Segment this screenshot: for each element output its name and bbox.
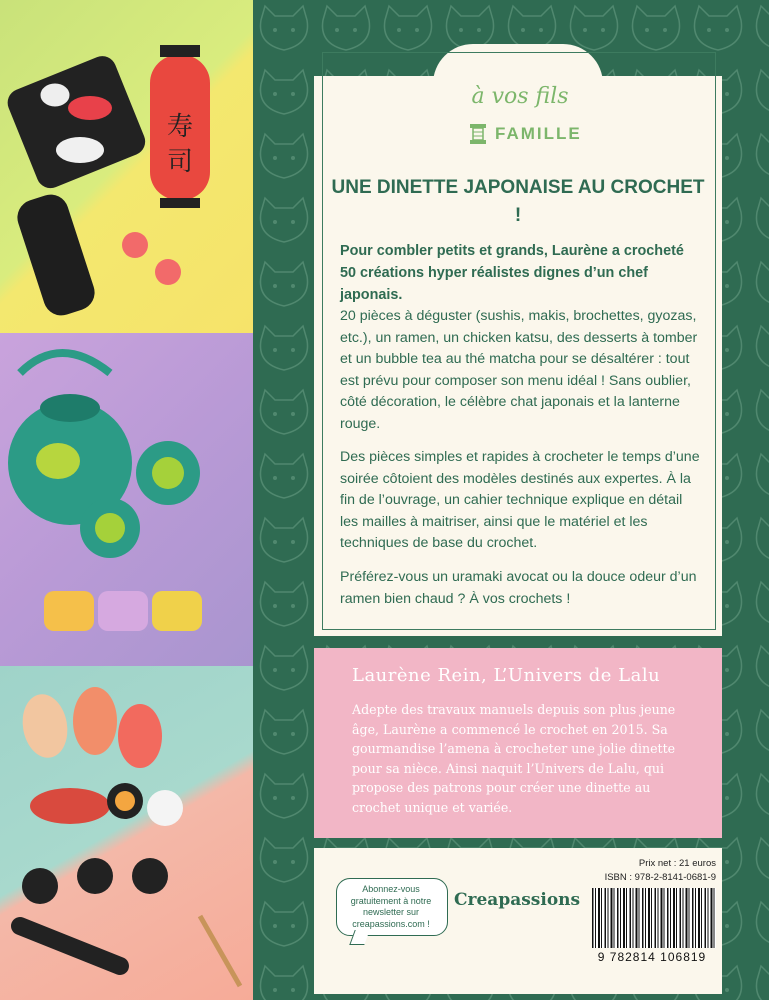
teapot-illustration — [0, 333, 253, 666]
spool-icon — [467, 122, 489, 146]
author-bio: Adepte des travaux manuels depuis son plus jeune âge, Laurène a commencé le crochet en 2015. Sa gourmandise l’amena à crocheter une jolie dinette pour sa nièce. Ainsi naquit l’Univers de Lalu, qui propose des patrons pour créer une dinette au crochet unique et variée. — [352, 702, 676, 815]
paragraph-1: 20 pièces à déguster (sushis, makis, brochettes, gyozas, etc.), un ramen, un chicken katsu, des desserts à tomber et un bubble tea au thé matcha pour se désaltérer : tout est prévu pour composer son menu idéal ! Sans oublier, côté décoration, le célèbre chat japonais et la lanterne rouge. — [340, 308, 698, 432]
logo-a: à — [471, 84, 485, 109]
barcode-number: 9 782814 106819 — [597, 950, 707, 964]
svg-text:寿: 寿 — [166, 112, 194, 142]
newsletter-text: Abonnez-vous gratuitement à notre newsletter sur creapassions.com ! — [350, 884, 432, 929]
paragraph-2: Des pièces simples et rapides à crocheter le temps d’une soirée côtoient des modèles destinés aux expertes. À la fin de l’ouvrage, un cahier technique explique en détail les mailles à maitriser, ainsi que le matériel et les techniques de base du crochet. — [340, 449, 700, 551]
logo-famille: FAMILLE — [495, 124, 582, 143]
paragraph-3: Préférez-vous un uramaki avocat ou la douce odeur d’un ramen bien chaud ? À vos crochets ! — [340, 569, 697, 607]
photo-sushi-platter — [0, 666, 253, 1000]
isbn: ISBN : 978-2-8141-0681-9 — [604, 872, 716, 883]
svg-text:司: 司 — [166, 147, 194, 177]
publisher-logo: Creapassions — [454, 890, 581, 910]
barcode — [592, 888, 716, 948]
price: Prix net : 21 euros — [638, 858, 716, 869]
author-title: Laurène Rein, L’Univers de Lalu — [352, 665, 661, 686]
photo-column — [0, 0, 253, 1000]
sushi-platter-illustration — [0, 666, 253, 1000]
photo-sushi-bento — [0, 0, 253, 333]
collection-logo — [455, 84, 585, 154]
photo-teapot — [0, 333, 253, 666]
sushi-bento-illustration — [0, 0, 253, 333]
intro-text: Pour combler petits et grands, Laurène a crocheté 50 créations hyper réalistes dignes d’un chef japonais. — [340, 243, 684, 303]
logo-vos: vos fils — [491, 84, 569, 109]
headline: UNE DINETTE JAPONAISE AU CROCHET ! — [331, 177, 705, 226]
